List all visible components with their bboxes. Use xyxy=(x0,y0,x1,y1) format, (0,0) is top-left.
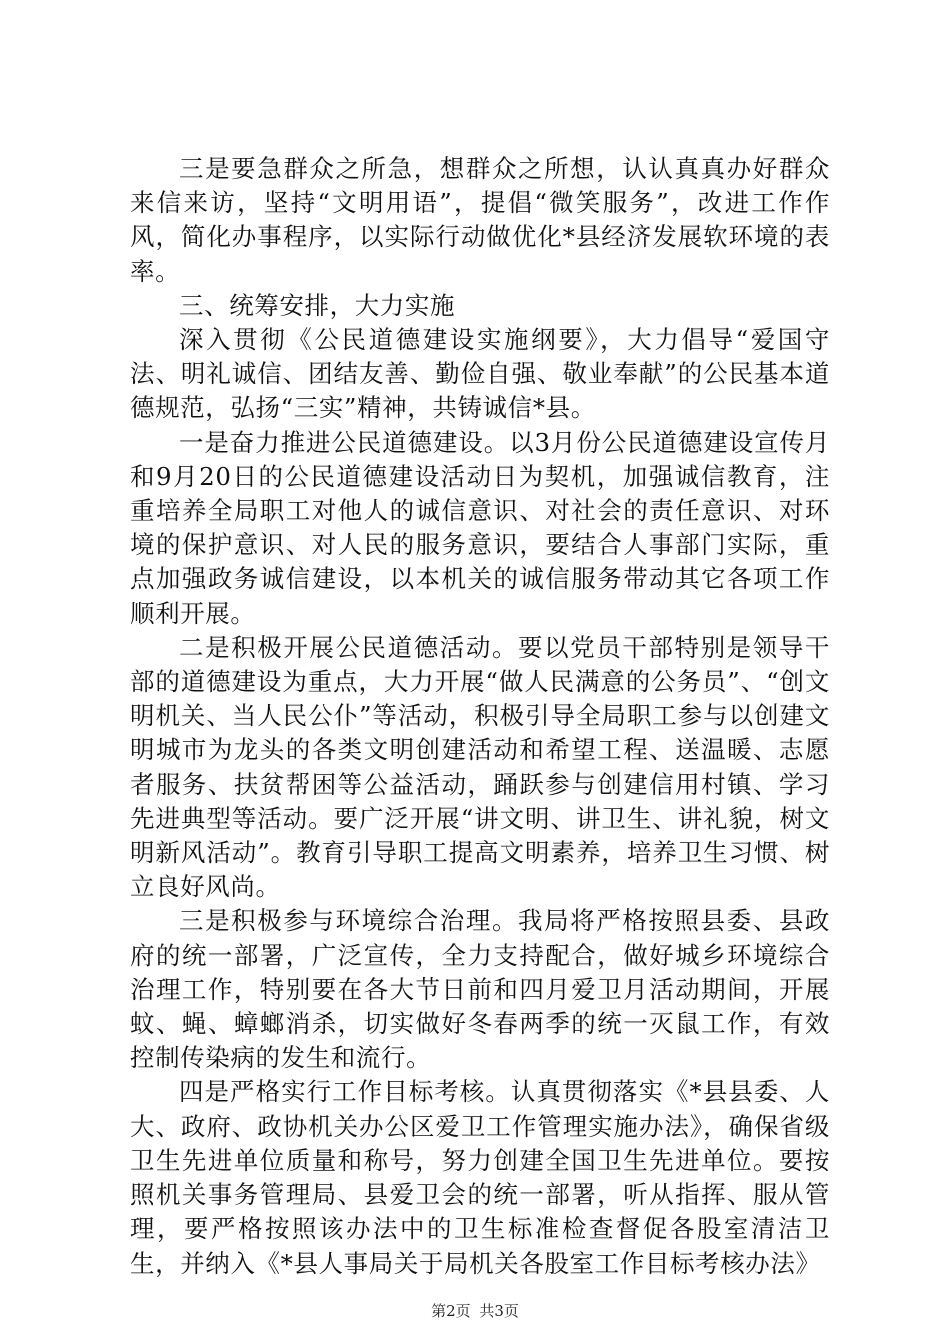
paragraph-moral-guidelines: 深入贯彻《公民道德建设实施纲要》，大力倡导“爱国守法、明礼诚信、团结友善、勤俭自强、敬业奉献”的公民基本道德规范，弘扬“三实”精神，共铸诚信*县。 xyxy=(130,325,830,423)
section-heading: 三、统筹安排，大力实施 xyxy=(179,290,456,320)
page-footer xyxy=(0,1301,950,1321)
document-body xyxy=(130,152,830,1281)
paragraph-moral-construction: 一是奋力推进公民道德建设。以3月份公民道德建设宣传月和9月20日的公民道德建设活动日为契机，加强诚信教育，注重培养全局职工对他人的诚信意识、对社会的责任意识、对环境的保护意识、对人民的服务意识，要结合人事部门实际，重点加强政务诚信建设，以本机关的诚信服务带动其它各项工作顺利开展。 xyxy=(130,427,830,628)
page-number: 第2页 xyxy=(431,1302,471,1320)
total-pages: 共3页 xyxy=(479,1302,519,1320)
paragraph-moral-activities: 二是积极开展公民道德活动。要以党员干部特别是领导干部的道德建设为重点，大力开展“做人民满意的公务员”、“创文明机关、当人民公仆”等活动，积极引导全局职工参与以创建文明城市为龙头的各类文明创建活动和希望工程、送温暖、志愿者服务、扶贫帮困等公益活动，踊跃参与创建信用村镇、学习先进典型等活动。要广泛开展“讲文明、讲卫生、讲礼貌，树文明新风活动”。教育引导职工提高文明素养，培养卫生习惯、树立良好风尚。 xyxy=(130,632,830,902)
paragraph-environment-governance: 三是积极参与环境综合治理。我局将严格按照县委、县政府的统一部署，广泛宣传，全力支持配合，做好城乡环境综合治理工作，特别要在各大节日前和四月爱卫月活动期间，开展蚊、蝇、蟑螂消杀，切实做好冬春两季的统一灭鼠工作，有效控制传染病的发生和流行。 xyxy=(130,906,830,1073)
paragraph-target-assessment: 四是严格实行工作目标考核。认真贯彻落实《*县县委、人大、政府、政协机关办公区爱卫工作管理实施办法》，确保省级卫生先进单位质量和称号，努力创建全国卫生先进单位。要按照机关事务管理局、县爱卫会的统一部署，听从指挥、服从管理，要严格按照该办法中的卫生标准检查督促各股室清洁卫生，并纳入《*县人事局关于局机关各股室工作目标考核办法》 xyxy=(130,1077,830,1278)
paragraph-service-attitude: 三是要急群众之所急，想群众之所想，认认真真办好群众来信来访，坚持“文明用语”，提倡“微笑服务”，改进工作作风，简化办事程序，以实际行动做优化*县经济发展软环境的表率。 xyxy=(130,154,830,286)
